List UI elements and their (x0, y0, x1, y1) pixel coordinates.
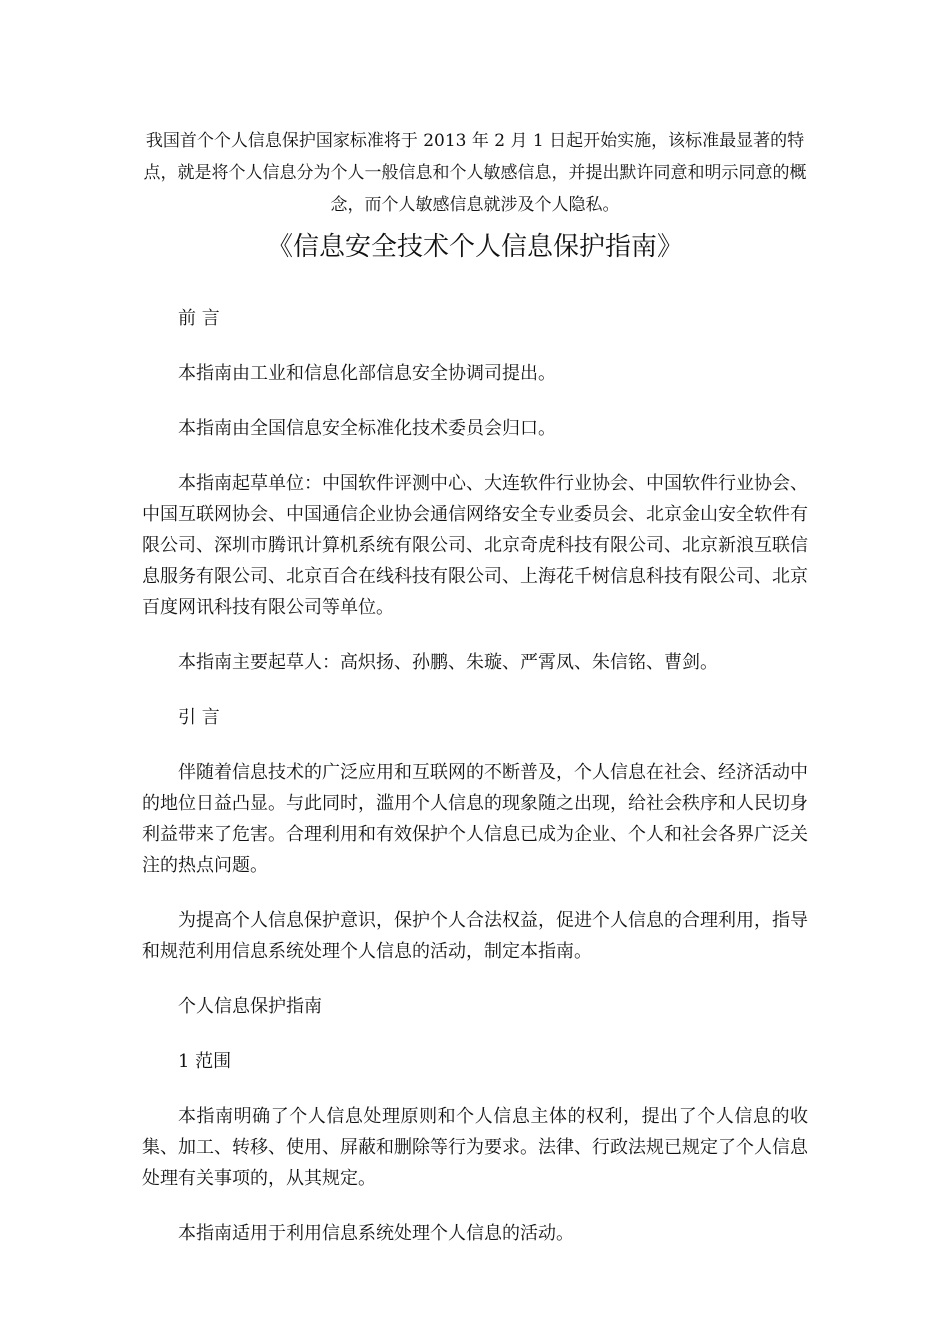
paragraph: 为提高个人信息保护意识，保护个人合法权益，促进个人信息的合理利用，指导和规范利用信息系统处理个人信息的活动，制定本指南。 (142, 910, 808, 962)
intro-paragraph: 我国首个个人信息保护国家标准将于 2013 年 2 月 1 日起开始实施，该标准最显著的特点，就是将个人信息分为个人一般信息和个人敏感信息，并提出默许同意和明示同意的概念，而个人敏感信息就涉及个人隐私。 (143, 131, 807, 215)
section-heading-introduction: 引 言 (178, 707, 220, 728)
document-body (142, 303, 808, 1273)
section-heading-foreword: 前 言 (178, 308, 220, 329)
paragraph: 本指南起草单位：中国软件评测中心、大连软件行业协会、中国软件行业协会、中国互联网协会、中国通信企业协会通信网络安全专业委员会、北京金山安全软件有限公司、深圳市腾讯计算机系统有限公司、北京奇虎科技有限公司、北京新浪互联信息服务有限公司、北京百合在线科技有限公司、上海花千树信息科技有限公司、北京百度网讯科技有限公司等单位。 (142, 473, 808, 618)
section-heading-scope: 1 范围 (178, 1051, 232, 1072)
paragraph: 伴随着信息技术的广泛应用和互联网的不断普及，个人信息在社会、经济活动中的地位日益凸显。与此同时，滥用个人信息的现象随之出现，给社会秩序和人民切身利益带来了危害。合理利用和有效保护个人信息已成为企业、个人和社会各界广泛关注的热点问题。 (142, 762, 808, 876)
paragraph: 本指南由工业和信息化部信息安全协调司提出。 (178, 363, 556, 384)
paragraph: 本指南适用于利用信息系统处理个人信息的活动。 (178, 1223, 574, 1244)
paragraph: 本指南由全国信息安全标准化技术委员会归口。 (178, 418, 556, 439)
section-heading-guide: 个人信息保护指南 (178, 996, 322, 1017)
paragraph: 本指南明确了个人信息处理原则和个人信息主体的权利，提出了个人信息的收集、加工、转移、使用、屏蔽和删除等行为要求。法律、行政法规已规定了个人信息处理有关事项的，从其规定。 (142, 1106, 808, 1189)
paragraph: 本指南主要起草人：高炽扬、孙鹏、朱璇、严霄凤、朱信铭、曹剑。 (178, 652, 718, 673)
document-title: 《信息安全技术个人信息保护指南》 (266, 232, 683, 262)
